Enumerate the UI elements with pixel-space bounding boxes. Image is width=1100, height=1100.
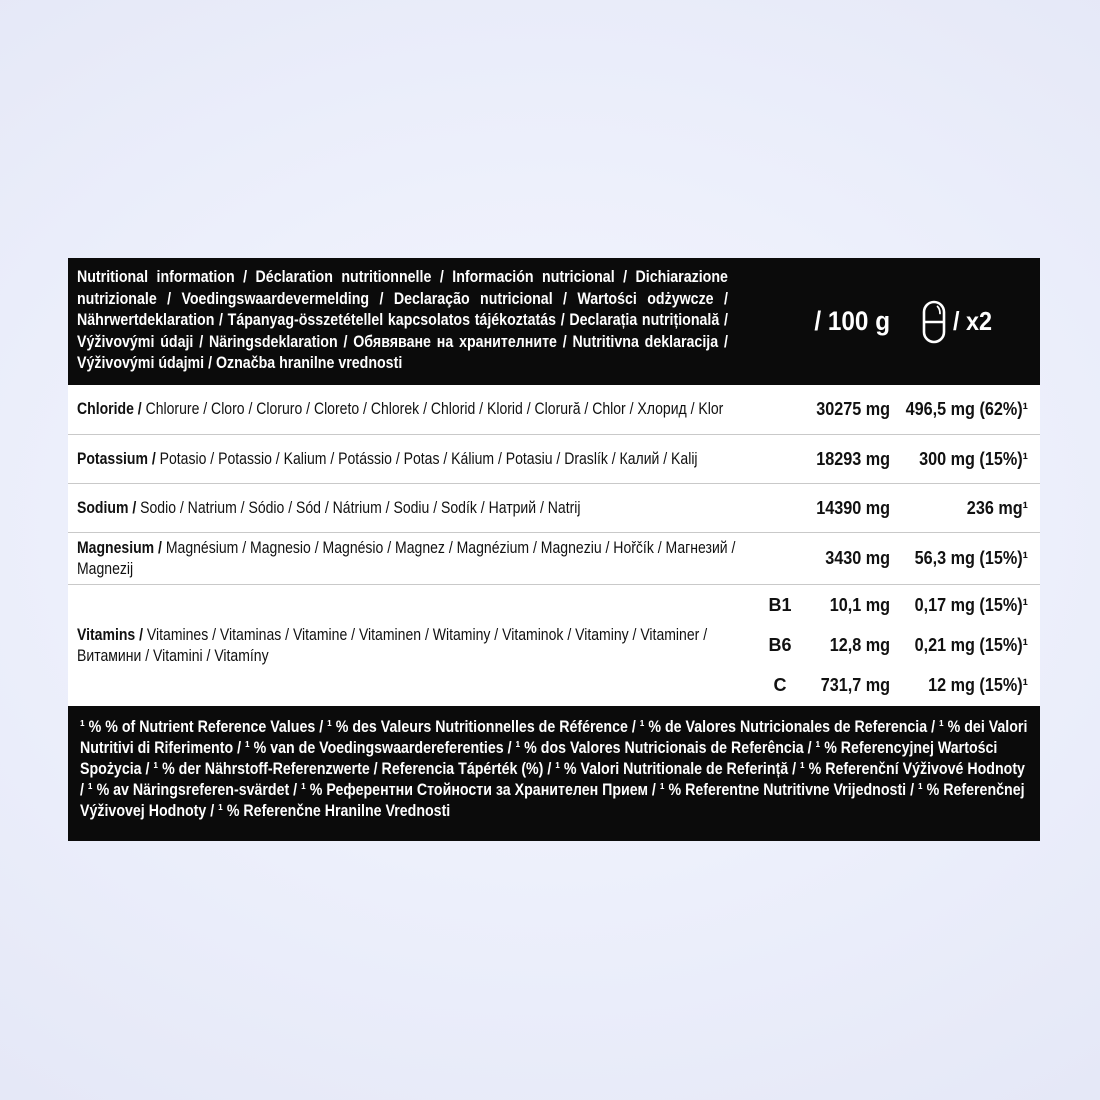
per-100g-value-cell	[760, 498, 890, 519]
table-row-chloride	[68, 385, 1040, 434]
table-row-magnesium	[68, 532, 1040, 584]
per-serving-value-cell	[890, 548, 1028, 569]
vitamin-row-b1	[760, 585, 1028, 625]
per-100g-value: 10,1 mg	[829, 594, 890, 615]
per-serving-value: 236 mg¹	[966, 497, 1028, 518]
per-100g-value-cell	[760, 548, 890, 569]
nutrient-translations: Potasio / Potassio / Kalium / Potássio / Potas / Kálium / Potasiu / Draslík / Калий / Kalij	[159, 449, 698, 468]
nutrient-name: Chloride /	[77, 400, 142, 418]
per-serving-label: / x2	[952, 306, 992, 336]
vitamin-row-b6	[760, 625, 1028, 665]
nutrient-translations: Sodio / Natrium / Sódio / Sód / Nátrium / Sodiu / Sodík / Натрий / Natrij	[140, 498, 581, 517]
vitamin-row-c	[760, 666, 1028, 706]
nutrient-name-cell	[77, 625, 760, 667]
per-serving-value: 0,17 mg (15%)¹	[914, 594, 1028, 615]
per-serving-value-cell	[890, 635, 1028, 656]
vitamin-label: B6	[768, 634, 792, 655]
per-serving-value-cell	[890, 595, 1028, 616]
per-100g-label: / 100 g	[814, 306, 890, 336]
capsule-icon	[922, 299, 946, 345]
per-serving-value: 496,5 mg (62%)¹	[905, 399, 1028, 419]
footnote-text: ¹ % % of Nutrient Reference Values / ¹ % des Valeurs Nutritionnelles de Référence / ¹ % de Valores Nutricionales de Referencia / ¹ % dei Valori Nutritivi di Riferimento / ¹ % van de Voedingswaardereferenties / ¹ % dos Valores Nutricionais de Referência / ¹ % Referencyjnej Wartości Spożycia / ¹ % der Nährstoff-Referenzwerte / Referencia Tápérték (%) / ¹ % Valori Nutritionale de Referință / ¹ % Referenční Výživové Hodnoty / ¹ % av Näringsreferen-svärdet / ¹ % Референтни Стойности за Хранителен Прием / ¹ % Referentne Nutritivne Vrijednosti / ¹ % Referenčnej Výživovej Hodnoty / ¹ % Referenčne Hranilne Vrednosti	[80, 718, 1028, 820]
per-serving-value-cell	[890, 675, 1028, 696]
nutrition-header-title-wrap	[77, 258, 727, 385]
nutrient-name-cell	[77, 450, 760, 469]
per-serving-value: 12 mg (15%)¹	[928, 675, 1028, 696]
per-100g-value-cell	[800, 675, 890, 696]
nutrient-name: Vitamins /	[77, 625, 144, 644]
per-serving-value: 0,21 mg (15%)¹	[914, 634, 1028, 655]
per-serving-value: 56,3 mg (15%)¹	[914, 548, 1028, 568]
nutrient-name: Sodium /	[77, 498, 137, 517]
nutrient-translations: Chlorure / Cloro / Cloruro / Cloreto / Chlorek / Chlorid / Klorid / Clorură / Chlor / Хлорид / Klor	[145, 400, 724, 418]
per-100g-value: 18293 mg	[816, 448, 890, 469]
table-row-vitamins	[68, 584, 1040, 706]
per-100g-column-header	[727, 258, 890, 385]
nutrient-name: Potassium /	[77, 449, 156, 468]
vitamins-values-block	[760, 585, 1028, 706]
per-100g-value-cell	[760, 399, 890, 420]
per-serving-value-cell	[890, 449, 1028, 470]
per-100g-value-cell	[760, 449, 890, 470]
vitamin-label: B1	[768, 594, 792, 615]
nutrition-footnote	[68, 706, 1040, 841]
per-serving-value-cell	[890, 399, 1028, 420]
nutrient-translations: Magnésium / Magnesio / Magnésio / Magnez / Magnézium / Magneziu / Hořčík / Магнезий / Magnezij	[77, 538, 736, 578]
nutrition-header-title: Nutritional information / Déclaration nutritionnelle / Información nutricional / Dichiarazione nutrizionale / Voedingswaardevermelding / Declaração nutricional / Wartości odżywcze / Nährwertdeklaration / Tápanyag-összetétellel kapcsolatos tájékoztatás / Declarația nutrițională / Výživovými údaji / Näringsdeklaration / Обявяване на хранителните / Nutritivna deklaracija / Výživovými údajmi / Označba hranilne vrednosti	[77, 268, 728, 373]
per-100g-value: 30275 mg	[816, 399, 890, 419]
per-100g-value: 731,7 mg	[820, 675, 890, 696]
nutrition-label	[68, 258, 1040, 841]
table-row-potassium	[68, 434, 1040, 483]
nutrient-name-cell	[77, 400, 760, 419]
per-serving-value-cell	[890, 498, 1028, 519]
table-row-sodium	[68, 483, 1040, 532]
per-serving-value: 300 mg (15%)¹	[919, 448, 1028, 469]
per-100g-value-cell	[800, 595, 890, 616]
per-serving-column-header	[890, 258, 1028, 385]
per-100g-value: 3430 mg	[825, 548, 890, 568]
vitamin-label: C	[773, 675, 787, 696]
nutrition-table-body	[68, 385, 1040, 706]
nutrient-translations: Vitamines / Vitaminas / Vitamine / Vitaminen / Witaminy / Vitaminok / Vitaminy / Vitaminer / Витамини / Vitamini / Vitamíny	[77, 625, 708, 665]
nutrient-name-cell	[77, 499, 760, 518]
nutrient-name-cell	[77, 538, 760, 580]
nutrition-header	[68, 258, 1040, 385]
nutrient-name: Magnesium /	[77, 538, 162, 557]
per-100g-value: 12,8 mg	[829, 634, 890, 655]
per-100g-value: 14390 mg	[816, 497, 890, 518]
per-100g-value-cell	[800, 635, 890, 656]
